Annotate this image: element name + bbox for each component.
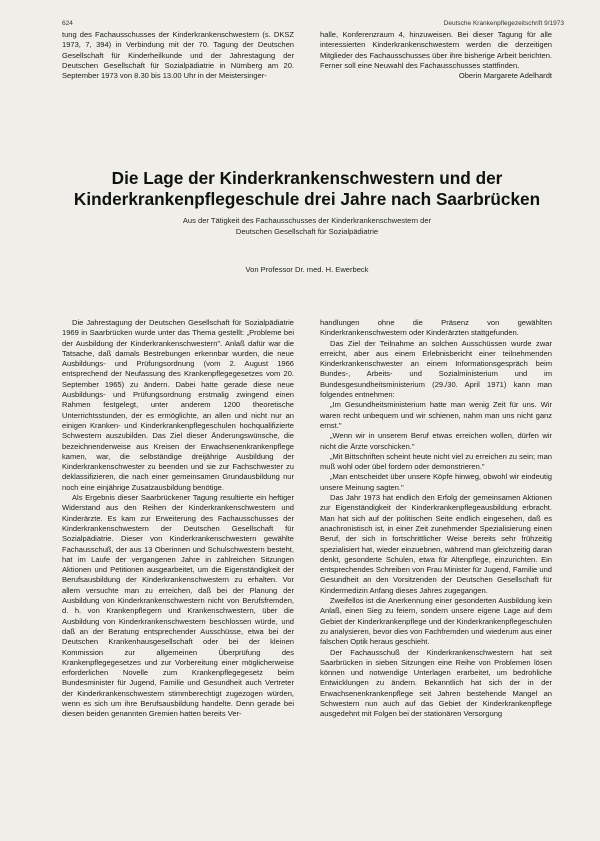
paragraph: Die Jahrestagung der Deutschen Gesellschaft für Sozialpädiatrie 1969 in Saarbrücken wurde unter das Thema gestellt: „Probleme bei der Ausbildung der Kinderkrankenschwestern". Anlaß dafür war die Tatsache, daß damals Bestrebungen erkennbar wurden, die neue Ausbildungs- und Prüfungsordnung (vom 2. August 1966 entsprechend der Neufassung des Krankenpflegegesetzes vom 20. September 1965) zu ändern. Dabei hatte gerade diese neue Ausbildungs- und Prüfungsordnung erstmalig zwingend einen Rahmen festgelegt, unter anderem 1200 theoretische Unterrichtsstunden, der es ermöglichte, an allen und nicht nur an einigen Kranken- und Kinderkrankenpflegeschulen hochqualifizierte Schwestern auszubilden. Das Ziel dieser Änderungswünsche, die bezeichnenderweise aus Kreisen der Erwachsenenkrankenpflege kamen, war, die selbständige dreijährige Ausbildung der Kinderkrankenschwester zu beenden und sie zur Fachschwester zu deklassifizieren, die nach einer gemeinsamen Grundausbildung nur noch eine einjährige Zusatzausbildung benötige.: [62, 318, 294, 492]
subtitle-line-1: Aus der Tätigkeit des Fachausschusses der Kinderkrankenschwestern der: [182, 216, 432, 225]
quote: „Im Gesundheitsministerium hatte man wenig Zeit für uns. Wir waren recht unbequem und wir schienen, nahm man uns nicht ganz ernst.": [320, 400, 552, 430]
top-right-column: [320, 30, 552, 81]
paragraph: Das Ziel der Teilnahme an solchen Ausschüssen wurde zwar erreicht, aber aus einem Erlebnisbericht einer teilnehmenden Kinderkrankenschwester an einem Informationsgespräch beim Bundes-, Arbeits- und Sozialministerium und im Bundesgesundheitsministerium (29./30. April 1971) kann man folgendes entnehmen:: [320, 338, 552, 400]
previous-article-continuation: [62, 30, 552, 81]
article-author: Von Professor Dr. med. H. Ewerbeck: [245, 265, 369, 274]
paragraph: Zweifellos ist die Anerkennung einer gesonderten Ausbildung kein Anlaß, einen Sieg zu feiern, sondern unsere eigene Lage auf dem Gebiet der Kinderkrankenpflege und der Kinderkrankenpflegeschulen zu analysieren, bevor dies von Fachfremden und wiederum aus einer falschen Optik heraus geschieht.: [320, 596, 552, 647]
paragraph: Als Ergebnis dieser Saarbrückener Tagung resultierte ein heftiger Widerstand aus den Reihen der Kinderkrankenschwestern und Kinderärzte. Es kam zur Erweiterung des Fachausschusses der Kinderkrankenschwestern der Deutschen Gesellschaft für Sozialpädiatrie. Dieser von Kinderkrankenschwestern gewählte Fachausschuß, der aus 13 Oberinnen und Schulschwestern besteht, hat im Laufe der vergangenen Jahre in zahlreichen Sitzungen Aktionen und Petitionen ausgearbeitet, um die Eigenständigkeit der Berufsausbildung der Kinderkrankenschwestern zu erhalten. Vor allem versuchte man zu erreichen, daß bei der Planung der Ausbildung von Kinderkrankenschwestern nicht von Berufsfremden, d. h. von Krankenpflegern und Krankenschwestern, über die Ausbildung von Kinderkrankenschwestern beschlossen würde, und daß an der Beratung entsprechender Ausschüsse, etwa bei der Deutschen Krankenhausgesellschaft oder bei der kleinen Kommission zur allgemeinen Überprüfung des Krankenpflegegesetzes und zur Vorbereitung einer möglicherweise erforderlichen Novelle zum Krankenpflegegesetz beim Bundesminister für Jugend, Familie und Gesundheit auch Vertreter der Kinderkrankenschwestern stimmberechtigt zugezogen würden, wenn es sich um ihre Berufsausbildung handelte. Denn gerade bei diesen beiden genannten Gremien hatten bereits Ver-: [62, 493, 294, 719]
paragraph: Das Jahr 1973 hat endlich den Erfolg der gemeinsamen Aktionen zur Eigenständigkeit der Kinderkrankenpflegeausbildung erbracht. Man hat sich auf der politischen Seite endlich eingesehen, daß es anachronistisch ist, in einer Zeit zunehmender Spezialisierung einen Beruf, der sich in fortschrittlicher Weise bereits sehr frühzeitig spezialisiert hat, wieder einzuebnen, während man gleichzeitig daran denkt, gesonderte Schulen, etwa für Altenpflege, einzurichten. Ein entsprechendes Schreiben von Frau Minister für Jugend, Familie und Gesundheit an den Vorsitzenden der Deutschen Gesellschaft für Kindermedizin Anfang dieses Jahres zugegangen.: [320, 493, 552, 595]
paragraph: Der Fachausschuß der Kinderkrankenschwestern hat seit Saarbrücken in sieben Sitzungen eine Reihe von Problemen lösen können und notwendige Unterlagen erarbeitet, um bedrohliche Entwicklungen zu ändern. Bekanntlich hat sich der in der Erwachsenenkrankenpflege seit Jahren bestehende Mangel an Schwestern nun auch auf das Gebiet der Kinderkrankenpflege ausgedehnt mit Folgen bei der stationären Versorgung: [320, 647, 552, 719]
article-body: [62, 318, 552, 720]
body-left-column: [62, 318, 294, 720]
signature: Oberin Margarete Adelhardt: [458, 71, 552, 81]
top-left-text: tung des Fachausschusses der Kinderkrankenschwestern (s. DKSZ 1973, 7, 394) in Verbindung mit der 70. Tagung der Deutschen Gesellschaft für Kinderheilkunde und der Jahrestagung der Deutschen Gesellschaft für Sozialpädiatrie in Nürnberg am 20. September 1973 von 8.30 bis 13.00 Uhr in der Meistersinger-: [62, 30, 294, 81]
top-right-text: halle, Konferenzraum 4, hinzuweisen. Bei dieser Tagung für alle interessierten Kinderkrankenschwestern werden die derzeitigen Mitglieder des Fachausschusses über ihre bisherige Arbeit berichten. Ferner soll eine Neuwahl des Fachausschusses stattfinden.: [320, 30, 552, 70]
quote: „Man entscheidet über unsere Köpfe hinweg, obwohl wir eindeutig unsere Meinung sagten.": [320, 472, 552, 492]
page-number: 624: [62, 20, 73, 27]
paragraph: handlungen ohne die Präsenz von gewählten Kinderkrankenschwestern oder Kinderärzten stattgefunden.: [320, 318, 552, 338]
top-left-column: [62, 30, 294, 81]
article-subtitle: [62, 216, 552, 237]
title-line-2: Kinderkrankenpflegeschule drei Jahre nach Saarbrücken: [73, 189, 541, 209]
body-right-column: [320, 318, 552, 720]
subtitle-line-2: Deutschen Gesellschaft für Sozialpädiatrie: [235, 226, 379, 236]
quote: „Mit Bittschriften scheint heute nicht viel zu erreichen zu sein; man muß wohl oder übel fordern oder demonstrieren.": [320, 451, 552, 472]
title-line-1: Die Lage der Kinderkrankenschwestern und der: [111, 168, 503, 188]
article-title: [62, 168, 552, 210]
quote: „Wenn wir in unserem Beruf etwas erreichen wollen, dürfen wir nicht die Ärzte vorschicken.": [320, 431, 552, 451]
journal-title: Deutsche Krankenpflegezeitschrift 9/1973: [443, 20, 564, 27]
